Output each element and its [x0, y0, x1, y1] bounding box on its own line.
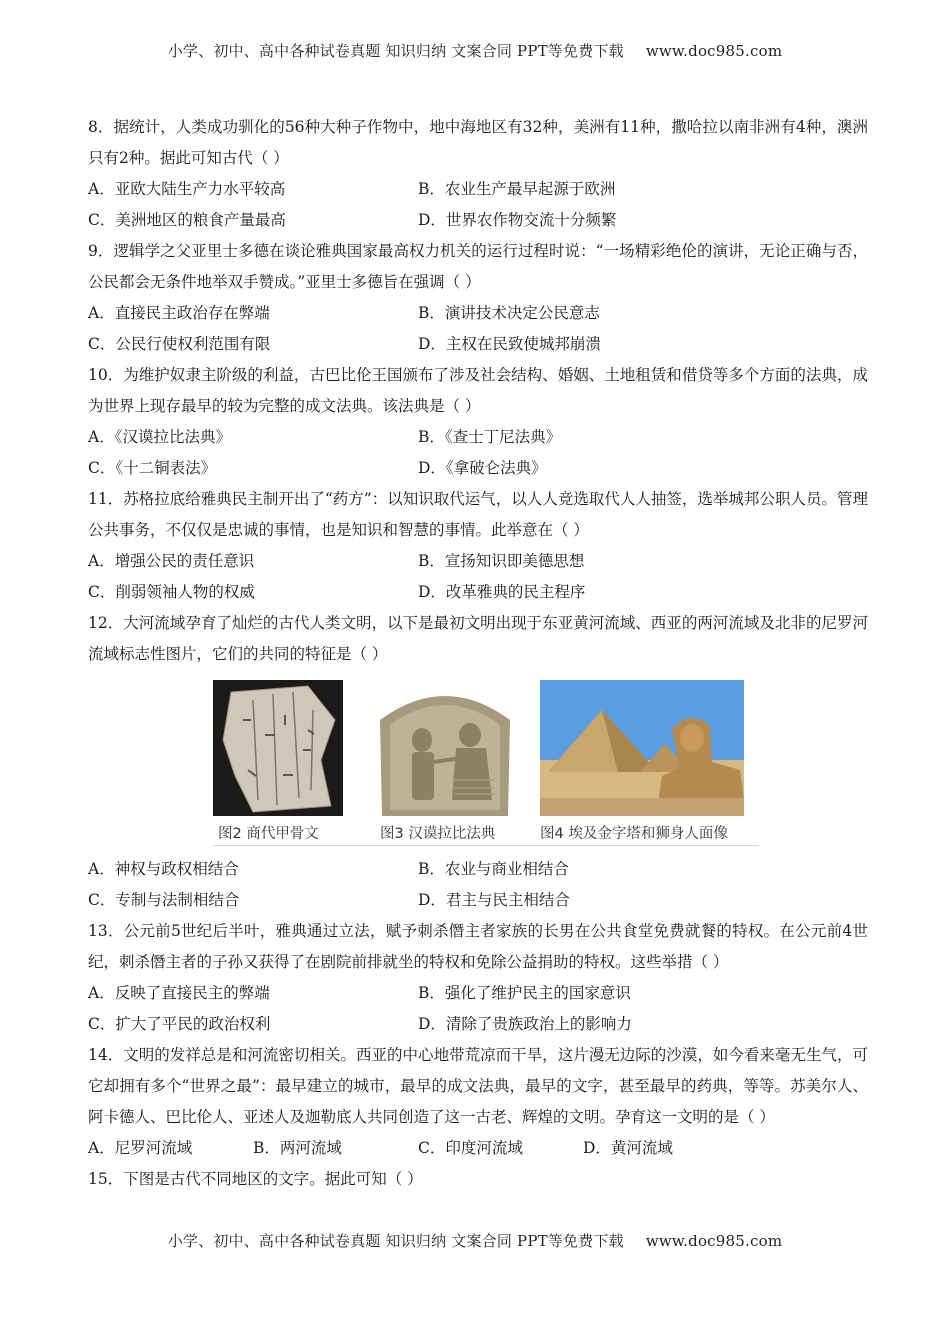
option-d: D．君主与民主相结合: [418, 891, 570, 909]
option-a: A．尼罗河流域: [88, 1139, 193, 1157]
option-c: C．美洲地区的粮食产量最高: [88, 211, 286, 229]
options: [88, 546, 868, 608]
option-d: D．清除了贵族政治上的影响力: [418, 1015, 632, 1033]
question-stem: 15．下图是古代不同地区的文字。据此可知（ ）: [88, 1170, 423, 1188]
question-9: [88, 236, 868, 360]
option-b: B．强化了维护民主的国家意识: [418, 984, 631, 1002]
question-stem: 9．逻辑学之父亚里士多德在谈论雅典国家最高权力机关的运行过程时说：“一场精彩绝伦的演讲，无论正确与否，公民都会无条件地举双手赞成。”亚里士多德旨在强调（ ）: [88, 242, 868, 291]
footer-url[interactable]: www.doc985.com: [645, 1232, 783, 1250]
option-a: A．直接民主政治存在弊端: [88, 304, 270, 322]
question-14: [88, 1040, 868, 1164]
option-b: B．两河流域: [253, 1139, 342, 1157]
option-a: A．增强公民的责任意识: [88, 552, 255, 570]
options: [88, 298, 868, 360]
question-stem: 12．大河流域孕育了灿烂的古代人类文明，以下是最初文明出现于东亚黄河流域、西亚的两河流域及北非的尼罗河流域标志性图片，它们的共同的特征是（ ）: [88, 614, 868, 663]
question-8: [88, 112, 868, 236]
option-c: C．《十二铜表法》: [88, 459, 217, 477]
option-b: B．农业与商业相结合: [418, 860, 569, 878]
option-c: C．印度河流域: [418, 1139, 523, 1157]
options: [88, 1133, 868, 1164]
question-stem: 14．文明的发祥总是和河流密切相关。西亚的中心地带荒凉而干旱，这片漫无边际的沙漠，如今看来毫无生气，可它却拥有多个“世界之最”：最早建立的城市，最早的成文法典，最早的文字，甚至最早的药典，等等。苏美尔人、阿卡德人、巴比伦人、亚述人及迦勒底人共同创造了这一古老、辉煌的文明。孕育这一文明的是（ ）: [88, 1046, 868, 1126]
option-c: C．公民行使权利范围有限: [88, 335, 271, 353]
option-c: C．扩大了平民的政治权利: [88, 1015, 271, 1033]
option-a: A．神权与政权相结合: [88, 860, 239, 878]
hammurabi-stele-image: [370, 680, 520, 816]
question-stem: 13．公元前5世纪后半叶，雅典通过立法，赋予刺杀僭主者家族的长男在公共食堂免费就餐的特权。在公元前4世纪，刺杀僭主者的子孙又获得了在剧院前排就坐的特权和免除公益捐助的特权。这些举措（ ）: [88, 922, 868, 971]
options: [88, 422, 868, 484]
oracle-bone-image: [213, 680, 343, 816]
question-10: [88, 360, 868, 484]
option-d: D．改革雅典的民主程序: [418, 583, 586, 601]
options: [88, 854, 868, 916]
figure-4-caption: 图4 埃及金字塔和狮身人面像: [540, 826, 728, 842]
option-a: A．反映了直接民主的弊端: [88, 984, 270, 1002]
option-c: C．专制与法制相结合: [88, 891, 240, 909]
options: [88, 174, 868, 236]
option-b: B．宣扬知识即美德思想: [418, 552, 585, 570]
option-d: D．《拿破仑法典》: [418, 459, 547, 477]
question-13: [88, 916, 868, 1040]
question-stem: 8．据统计，人类成功驯化的56种大种子作物中，地中海地区有32种，美洲有11种，撒哈拉以南非洲有4种，澳洲只有2种。据此可知古代（ ）: [88, 118, 868, 167]
question-11: [88, 484, 868, 608]
exam-content: [88, 112, 868, 1195]
option-a: A．《汉谟拉比法典》: [88, 428, 231, 446]
option-a: A．亚欧大陆生产力水平较高: [88, 180, 286, 198]
option-d: D．主权在民致使城邦崩溃: [418, 335, 601, 353]
option-b: B．农业生产最早起源于欧洲: [418, 180, 616, 198]
options: [88, 978, 868, 1040]
page-header: [0, 40, 950, 61]
option-c: C．削弱领袖人物的权威: [88, 583, 255, 601]
header-url[interactable]: www.doc985.com: [645, 42, 783, 60]
option-b: B．《查士丁尼法典》: [418, 428, 562, 446]
page-footer: [0, 1230, 950, 1251]
option-d: D．黄河流域: [583, 1139, 673, 1157]
question-stem: 11．苏格拉底给雅典民主制开出了“药方”：以知识取代运气，以人人竞选取代人人抽签，选举城邦公职人员。管理公共事务，不仅仅是忠诚的事情，也是知识和智慧的事情。此举意在（ ）: [88, 490, 868, 539]
footer-text: 小学、初中、高中各种试卷真题 知识归纳 文案合同 PPT等免费下载: [167, 1232, 624, 1250]
option-d: D．世界农作物交流十分频繁: [418, 211, 617, 229]
question-15: [88, 1164, 868, 1195]
pyramid-sphinx-image: [540, 680, 744, 816]
question-stem: 10．为维护奴隶主阶级的利益，古巴比伦王国颁布了涉及社会结构、婚姻、土地租赁和借贷等多个方面的法典，成为世界上现存最早的较为完整的成文法典。该法典是（ ）: [88, 366, 868, 415]
figure-3-caption: 图3 汉谟拉比法典: [380, 826, 496, 842]
option-b: B．演讲技术决定公民意志: [418, 304, 600, 322]
figure-2-caption: 图2 商代甲骨文: [218, 826, 319, 842]
figure-ancient-civilizations: [213, 680, 759, 846]
question-12: [88, 608, 868, 916]
header-text: 小学、初中、高中各种试卷真题 知识归纳 文案合同 PPT等免费下载: [167, 42, 624, 60]
